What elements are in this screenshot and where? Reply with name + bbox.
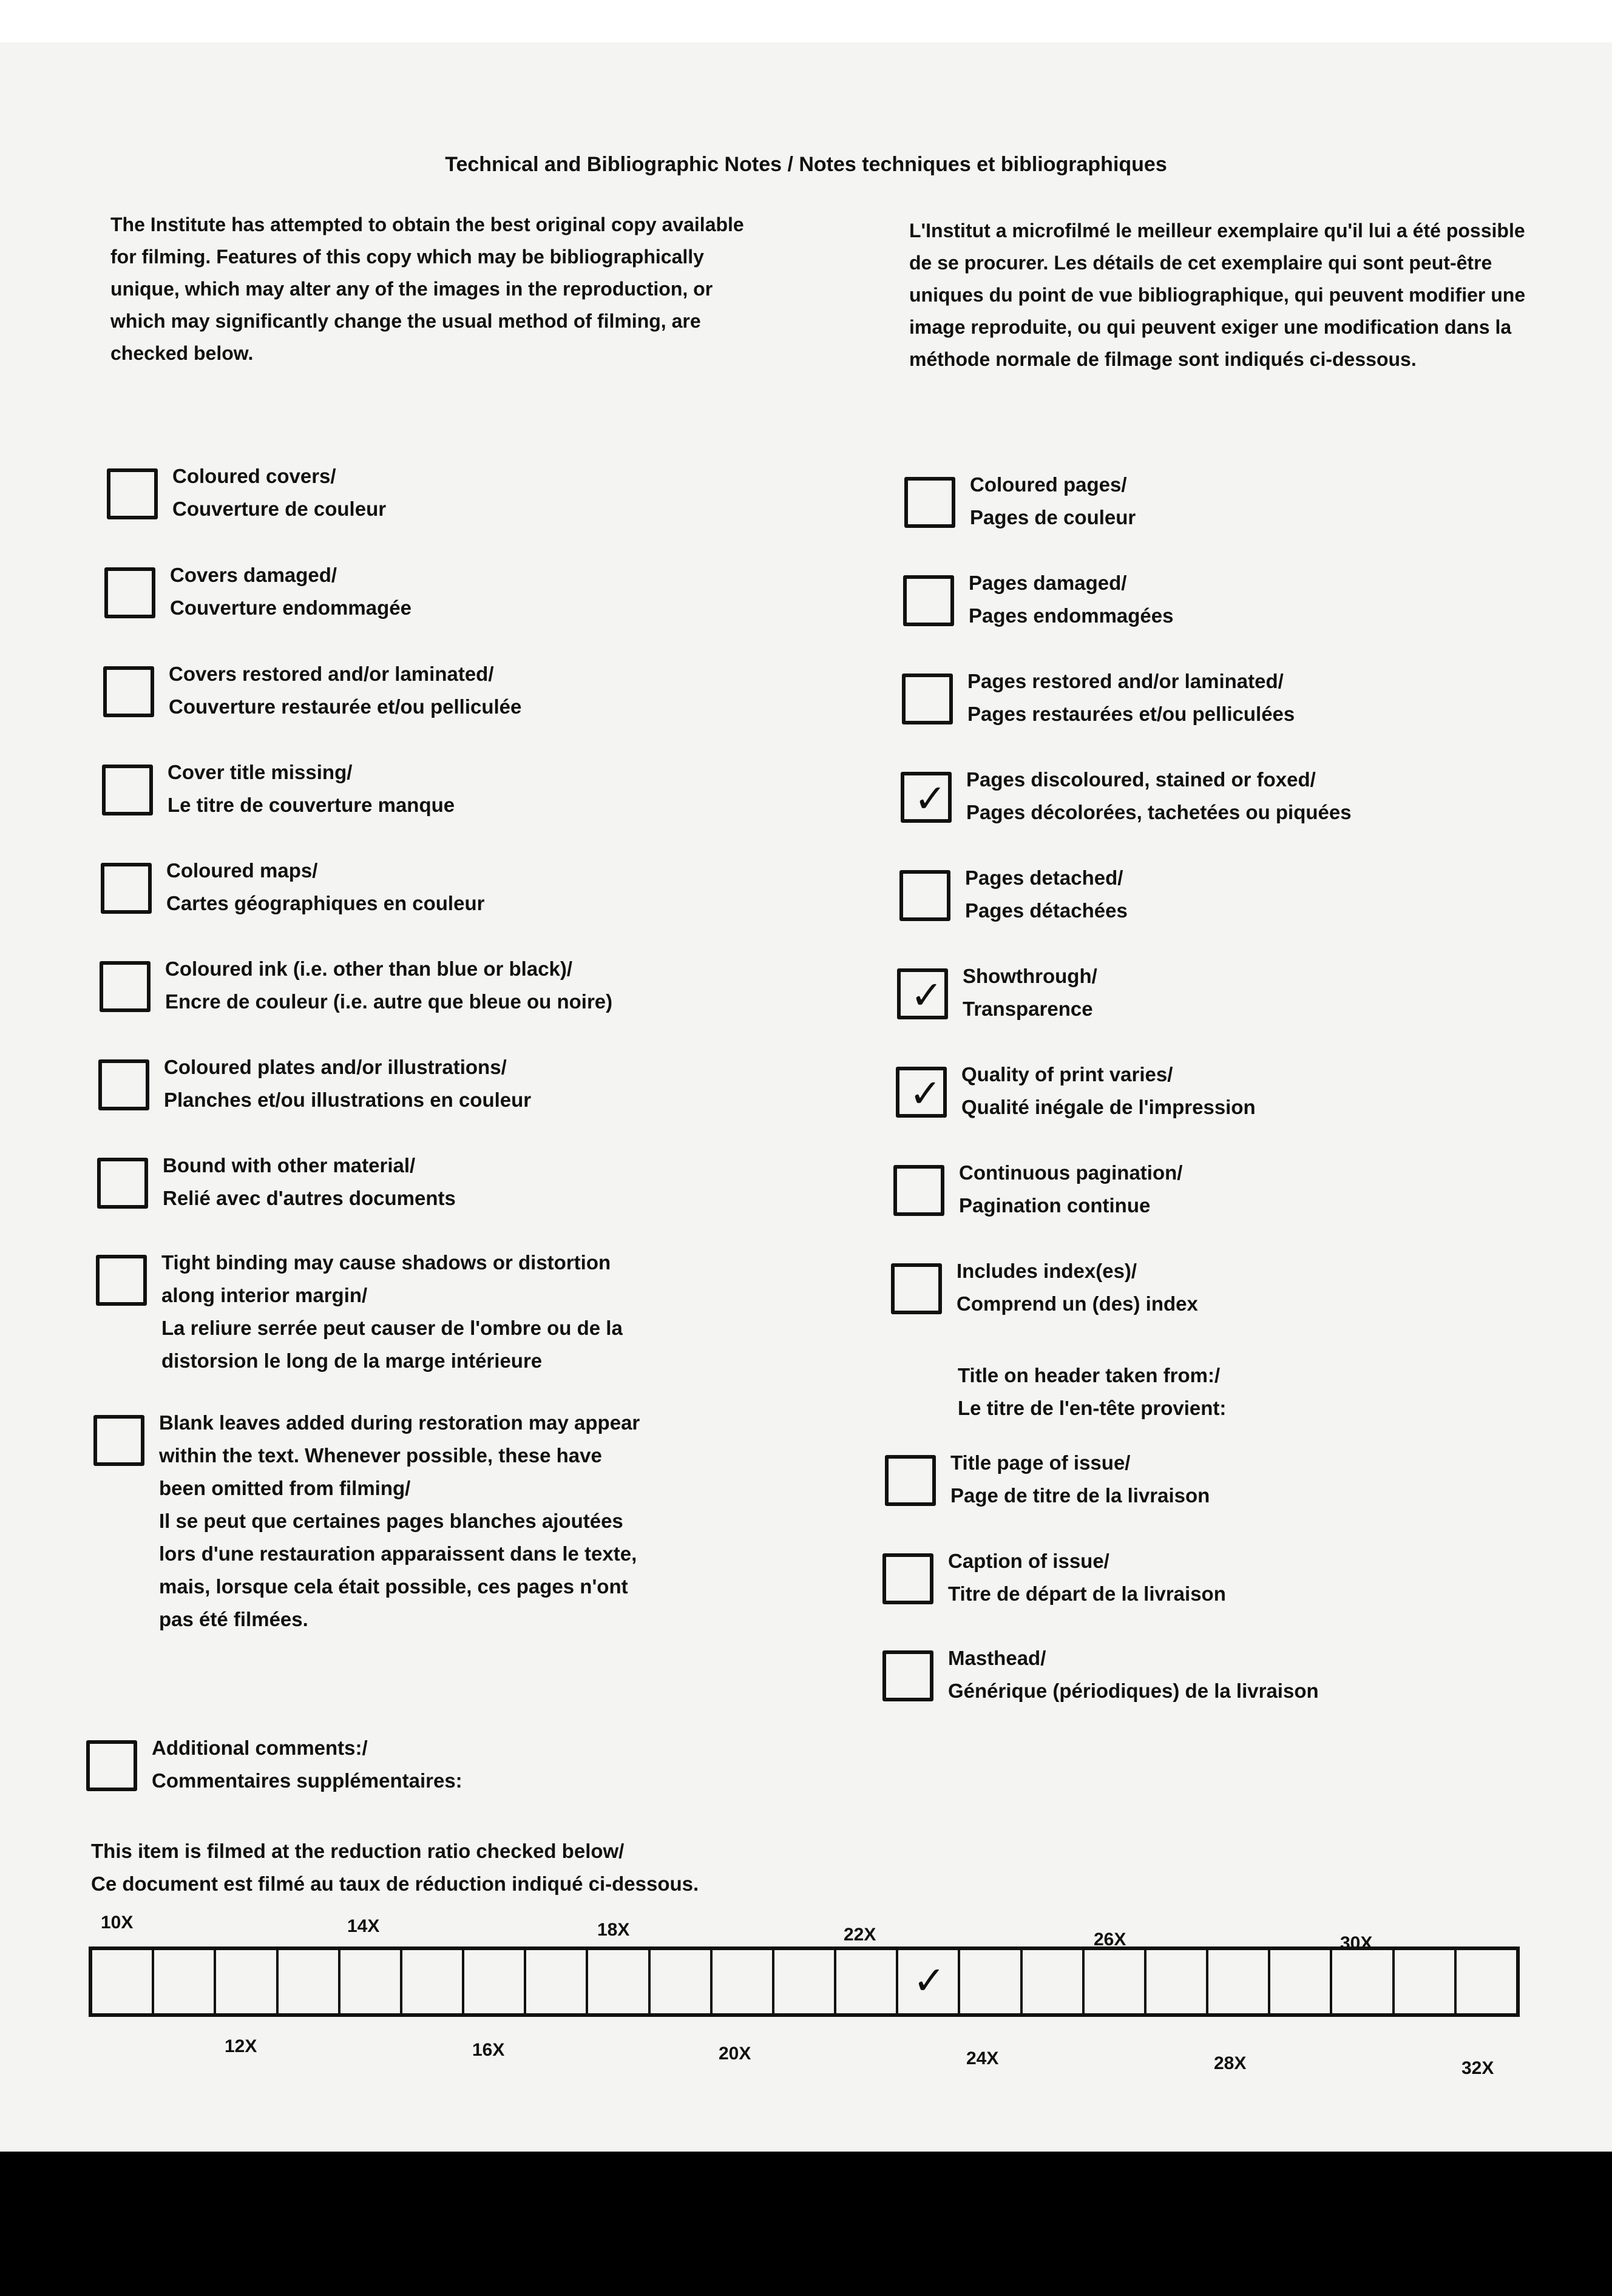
left-item-label <box>164 1051 531 1116</box>
label-line: Coloured maps/ <box>166 859 318 882</box>
intro-english: The Institute has attempted to obtain the best original copy available for filming. Features of this copy which may be bibliographically unique, which may alter any of the images in the reproduction, or which may significantly change the usual method of filming, are checked below. <box>110 214 744 364</box>
ratio-cell[interactable] <box>526 1950 588 2013</box>
left-item-label <box>165 953 612 1018</box>
label-line: Le titre de couverture manque <box>168 794 455 816</box>
right-checkbox[interactable] <box>903 575 954 626</box>
left-checkbox[interactable] <box>101 863 152 914</box>
ratio-label-bottom: 20X <box>719 2044 751 2064</box>
right-item-label <box>959 1156 1182 1222</box>
left-checkbox[interactable] <box>97 1158 148 1209</box>
check-mark-icon: ✓ <box>914 777 947 822</box>
label-line: Pages de couleur <box>970 506 1136 528</box>
ratio-cell[interactable] <box>279 1950 340 2013</box>
ratio-cell[interactable] <box>216 1950 278 2013</box>
label-line: Comprend un (des) index <box>957 1292 1198 1315</box>
right-checkbox[interactable] <box>882 1553 933 1604</box>
label-line: Il se peut que certaines pages blanches ajoutées <box>159 1510 623 1532</box>
label-line: Couverture endommagée <box>170 596 411 619</box>
ratio-cell[interactable] <box>402 1950 464 2013</box>
ratio-cell[interactable] <box>1085 1950 1146 2013</box>
label-line: Pages détachées <box>965 899 1128 922</box>
scan-bottom-band <box>0 2152 1612 2296</box>
label-line: been omitted from filming/ <box>159 1477 411 1499</box>
label-line: Pages damaged/ <box>969 572 1127 594</box>
scan-top-margin <box>0 0 1612 42</box>
header-source-note <box>958 1359 1226 1425</box>
label-line: Quality of print varies/ <box>961 1063 1173 1086</box>
label-line: Pages discoloured, stained or foxed/ <box>966 768 1316 791</box>
ratio-cell[interactable] <box>960 1950 1022 2013</box>
check-mark-icon: ✓ <box>909 1072 942 1116</box>
right-checkbox[interactable] <box>902 674 953 724</box>
left-checkbox[interactable] <box>103 666 154 717</box>
header-note-fr: Le titre de l'en-tête provient: <box>958 1397 1227 1419</box>
label-line: Transparence <box>963 998 1093 1020</box>
check-mark-icon: ✓ <box>913 1959 946 2004</box>
label-line: Coloured plates and/or illustrations/ <box>164 1056 507 1078</box>
label-line: Pages décolorées, tachetées ou piquées <box>966 801 1352 823</box>
label-line: Bound with other material/ <box>163 1154 416 1177</box>
ratio-cell[interactable] <box>1457 1950 1516 2013</box>
ratio-label-bottom: 28X <box>1214 2053 1247 2073</box>
label-line: Includes index(es)/ <box>957 1260 1137 1282</box>
left-item-label <box>159 1406 640 1636</box>
label-line: Additional comments:/ <box>152 1737 368 1759</box>
right-checkbox[interactable] <box>904 477 955 528</box>
label-line: Masthead/ <box>948 1647 1046 1669</box>
right-checkbox[interactable] <box>893 1165 944 1216</box>
ratio-cell[interactable] <box>1270 1950 1332 2013</box>
right-item-label <box>963 960 1097 1025</box>
label-line: Générique (périodiques) de la livraison <box>948 1680 1319 1702</box>
label-line: Planches et/ou illustrations en couleur <box>164 1089 532 1111</box>
right-checkbox[interactable] <box>882 1650 933 1701</box>
label-line: within the text. Whenever possible, these have <box>159 1444 602 1467</box>
label-line: Continuous pagination/ <box>959 1161 1183 1184</box>
right-item-label <box>965 862 1128 927</box>
ratio-cell[interactable] <box>1023 1950 1085 2013</box>
label-line: Cover title missing/ <box>168 761 353 783</box>
label-line: Pagination continue <box>959 1194 1151 1217</box>
left-item-label <box>170 559 411 624</box>
label-line: Pages detached/ <box>965 866 1123 889</box>
ratio-cell[interactable] <box>713 1950 774 2013</box>
label-line: Encre de couleur (i.e. autre que bleue ou noire) <box>165 990 613 1013</box>
ratio-cell[interactable] <box>774 1950 836 2013</box>
label-line: Titre de départ de la livraison <box>948 1582 1226 1605</box>
label-line: distorsion le long de la marge intérieure <box>161 1349 543 1372</box>
label-line: Coloured pages/ <box>970 473 1127 496</box>
left-checkbox[interactable] <box>100 961 151 1012</box>
left-checkbox[interactable] <box>98 1059 149 1110</box>
ratio-cell[interactable] <box>1395 1950 1457 2013</box>
right-item-label <box>950 1447 1210 1512</box>
label-line: La reliure serrée peut causer de l'ombre ou de la <box>161 1317 623 1339</box>
label-line: Blank leaves added during restoration may appear <box>159 1411 640 1434</box>
left-checkbox[interactable] <box>86 1740 137 1791</box>
ratio-label-top: 18X <box>597 1920 630 1940</box>
right-checkbox[interactable] <box>885 1455 936 1506</box>
label-line: pas été filmées. <box>159 1608 308 1630</box>
right-item-label <box>961 1058 1256 1124</box>
right-item-label <box>966 763 1352 829</box>
right-item-label <box>970 468 1136 534</box>
ratio-label-top: 14X <box>347 1916 380 1936</box>
right-item-label <box>948 1545 1226 1610</box>
label-line: Pages restaurées et/ou pelliculées <box>967 703 1295 725</box>
ratio-cell[interactable] <box>651 1950 713 2013</box>
reduction-ratio-scale <box>89 1947 1520 2017</box>
right-checkbox[interactable] <box>897 968 948 1019</box>
right-item-label <box>969 567 1173 632</box>
header-note-en: Title on header taken from:/ <box>958 1364 1221 1386</box>
label-line: Tight binding may cause shadows or distortion <box>161 1251 611 1274</box>
left-item-label <box>168 756 455 822</box>
intro-french: L'Institut a microfilmé le meilleur exemplaire qu'il lui a été possible de se procurer. Les détails de cet exemplaire qui sont peut-être uniques du point de vue bibliographique, qui peuvent modifier une image reproduite, ou qui peuvent exiger une modification dans la méthode normale de filmage sont indiqués ci-dessous. <box>909 220 1526 370</box>
left-checkbox[interactable] <box>104 567 155 618</box>
label-line: lors d'une restauration apparaissent dans le texte, <box>159 1542 637 1565</box>
reduction-note-en: This item is filmed at the reduction ratio checked below/ <box>91 1840 625 1862</box>
reduction-ratio-note <box>91 1835 699 1900</box>
right-checkbox[interactable] <box>896 1067 947 1118</box>
ratio-label-bottom: 12X <box>225 2036 257 2056</box>
label-line: Couverture de couleur <box>172 498 387 520</box>
ratio-cell[interactable] <box>1332 1950 1394 2013</box>
check-mark-icon: ✓ <box>910 973 943 1018</box>
label-line: Commentaires supplémentaires: <box>152 1769 462 1792</box>
right-checkbox[interactable] <box>891 1263 942 1314</box>
ratio-cell[interactable] <box>340 1950 402 2013</box>
ratio-label-bottom: 16X <box>472 2040 505 2060</box>
ratio-cell[interactable] <box>1208 1950 1270 2013</box>
right-checkbox[interactable] <box>901 772 952 823</box>
ratio-cell[interactable] <box>898 1950 960 2013</box>
label-line: Title page of issue/ <box>950 1451 1131 1474</box>
left-checkbox[interactable] <box>102 765 153 815</box>
right-item-label <box>957 1255 1198 1320</box>
left-item-label <box>152 1732 462 1797</box>
left-checkbox[interactable] <box>96 1255 147 1306</box>
ratio-cell[interactable] <box>836 1950 898 2013</box>
left-item-label <box>166 854 484 920</box>
left-item-label <box>169 658 521 723</box>
ratio-cell[interactable] <box>92 1950 154 2013</box>
right-item-label <box>967 665 1295 731</box>
label-line: Relié avec d'autres documents <box>163 1187 456 1209</box>
label-line: Couverture restaurée et/ou pelliculée <box>169 695 522 718</box>
ratio-label-top: 22X <box>844 1925 876 1945</box>
left-item-label <box>163 1149 456 1215</box>
label-line: Qualité inégale de l'impression <box>961 1096 1256 1118</box>
label-line: Pages endommagées <box>969 604 1174 627</box>
label-line: Pages restored and/or laminated/ <box>967 670 1284 692</box>
ratio-cell[interactable] <box>1146 1950 1208 2013</box>
left-checkbox[interactable] <box>93 1415 144 1466</box>
ratio-label-bottom: 32X <box>1461 2058 1494 2078</box>
label-line: Covers restored and/or laminated/ <box>169 663 494 685</box>
right-item-label <box>948 1642 1319 1707</box>
label-line: Coloured ink (i.e. other than blue or black)/ <box>165 957 573 980</box>
label-line: Showthrough/ <box>963 965 1097 987</box>
label-line: Page de titre de la livraison <box>950 1484 1210 1507</box>
left-item-label <box>161 1246 623 1377</box>
ratio-cell[interactable] <box>588 1950 650 2013</box>
right-checkbox[interactable] <box>899 870 950 921</box>
reduction-note-fr: Ce document est filmé au taux de réduction indiqué ci-dessous. <box>91 1872 699 1895</box>
label-line: Coloured covers/ <box>172 465 336 487</box>
page-title: Technical and Bibliographic Notes / Notes techniques et bibliographiques <box>445 153 1167 176</box>
label-line: Cartes géographiques en couleur <box>166 892 485 914</box>
label-line: Covers damaged/ <box>170 564 337 586</box>
label-line: mais, lorsque cela était possible, ces pages n'ont <box>159 1575 628 1598</box>
ratio-cell[interactable] <box>464 1950 526 2013</box>
ratio-label-bottom: 24X <box>966 2048 999 2068</box>
ratio-label-top: 26X <box>1094 1930 1126 1950</box>
ratio-cell[interactable] <box>154 1950 216 2013</box>
ratio-label-top: 10X <box>101 1913 134 1933</box>
label-line: Caption of issue/ <box>948 1550 1109 1572</box>
ratio-label-top: 30X <box>1340 1933 1373 1953</box>
left-item-label <box>172 460 386 525</box>
label-line: along interior margin/ <box>161 1284 368 1306</box>
left-checkbox[interactable] <box>107 468 158 519</box>
